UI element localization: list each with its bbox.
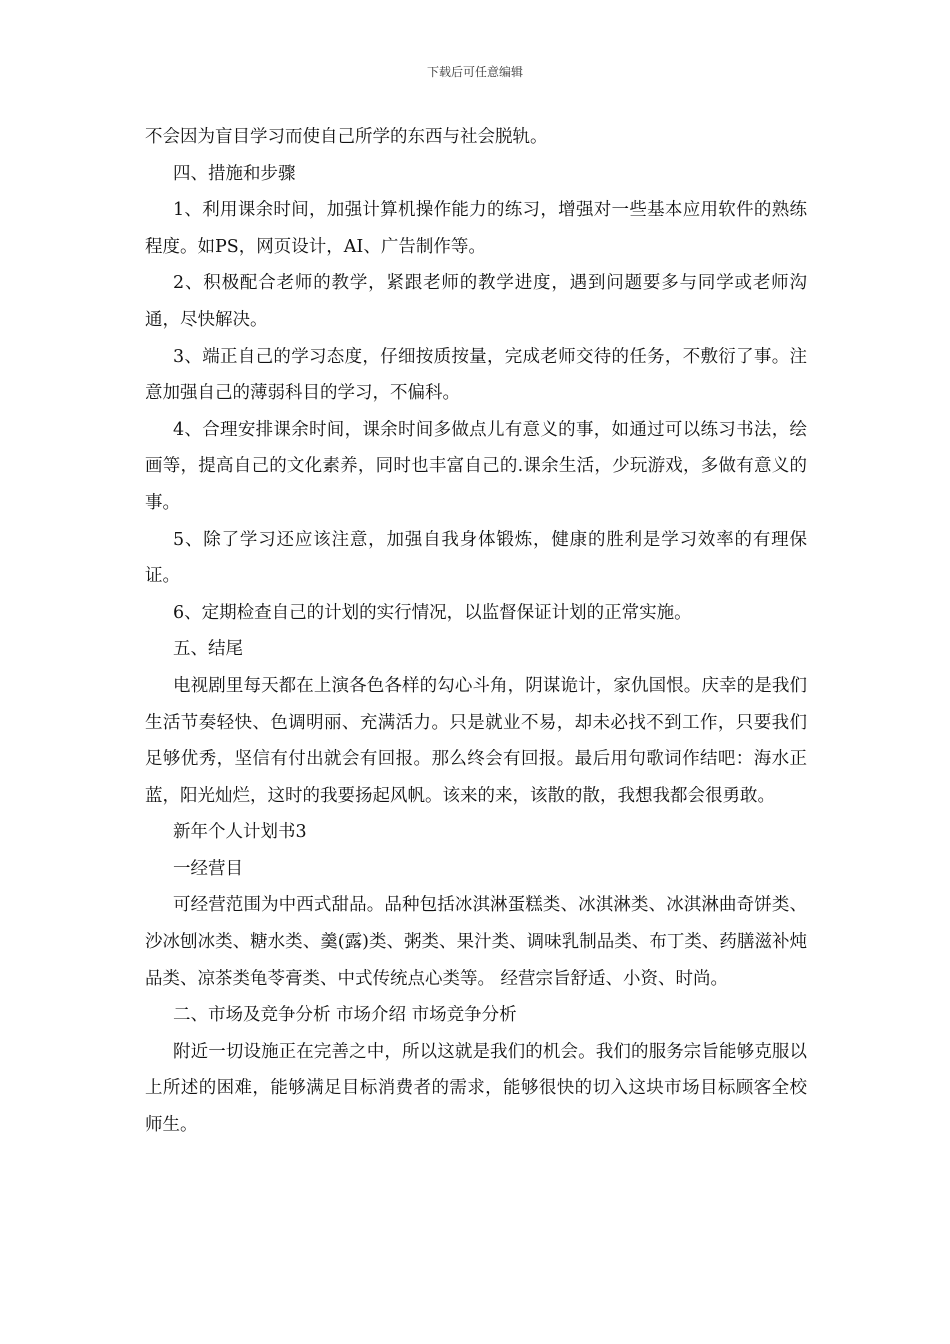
section-heading: 一经营目 (173, 858, 243, 879)
document-body (145, 119, 807, 1144)
section-heading: 四、措施和步骤 (173, 163, 296, 184)
page-header: 下载后可任意编辑 (426, 65, 523, 79)
paragraph: 电视剧里每天都在上演各色各样的勾心斗角，阴谋诡计，家仇国恨。庆幸的是我们生活节奏轻快、色调明丽、充满活力。只是就业不易，却未必找不到工作，只要我们足够优秀，坚信有付出就会有回报。那么终会有回报。最后用句歌词作结吧：海水正蓝，阳光灿烂，这时的我要扬起风帆。该来的来，该散的散，我想我都会很勇敢。 (145, 675, 807, 806)
paragraph: 5、除了学习还应该注意，加强自我身体锻炼，健康的胜利是学习效率的有理保证。 (145, 529, 807, 587)
section-heading: 二、市场及竞争分析 市场介绍 市场竞争分析 (173, 1005, 517, 1026)
paragraph: 3、端正自己的学习态度，仔细按质按量，完成老师交待的任务，不敷衍了事。注意加强自己的薄弱科目的学习，不偏科。 (145, 346, 807, 404)
document-title: 新年个人计划书3 (173, 822, 307, 843)
paragraph: 6、定期检查自己的计划的实行情况，以监督保证计划的正常实施。 (173, 602, 692, 623)
paragraph: 4、合理安排课余时间，课余时间多做点儿有意义的事，如通过可以练习书法，绘画等，提高自己的文化素养，同时也丰富自己的.课余生活，少玩游戏，多做有意义的事。 (145, 419, 807, 513)
paragraph: 不会因为盲目学习而使自己所学的东西与社会脱轨。 (145, 127, 548, 147)
section-heading: 五、结尾 (173, 639, 243, 660)
paragraph: 可经营范围为中西式甜品。品种包括冰淇淋蛋糕类、冰淇淋类、冰淇淋曲奇饼类、沙冰刨冰类、糖水类、羹(露)类、粥类、果汁类、调味乳制品类、布丁类、药膳滋补炖品类、凉茶类龟苓膏类、中式传统点心类等。 经营宗旨舒适、小资、时尚。 (145, 895, 807, 989)
paragraph: 2、积极配合老师的教学，紧跟老师的教学进度，遇到问题要多与同学或老师沟通，尽快解决。 (145, 273, 807, 330)
paragraph: 1、利用课余时间，加强计算机操作能力的练习，增强对一些基本应用软件的熟练程度。如PS，网页设计，AI、广告制作等。 (145, 200, 807, 257)
paragraph: 附近一切设施正在完善之中，所以这就是我们的机会。我们的服务宗旨能够克服以上所述的困难，能够满足目标消费者的需求，能够很快的切入这块市场目标顾客全校师生。 (145, 1041, 807, 1136)
